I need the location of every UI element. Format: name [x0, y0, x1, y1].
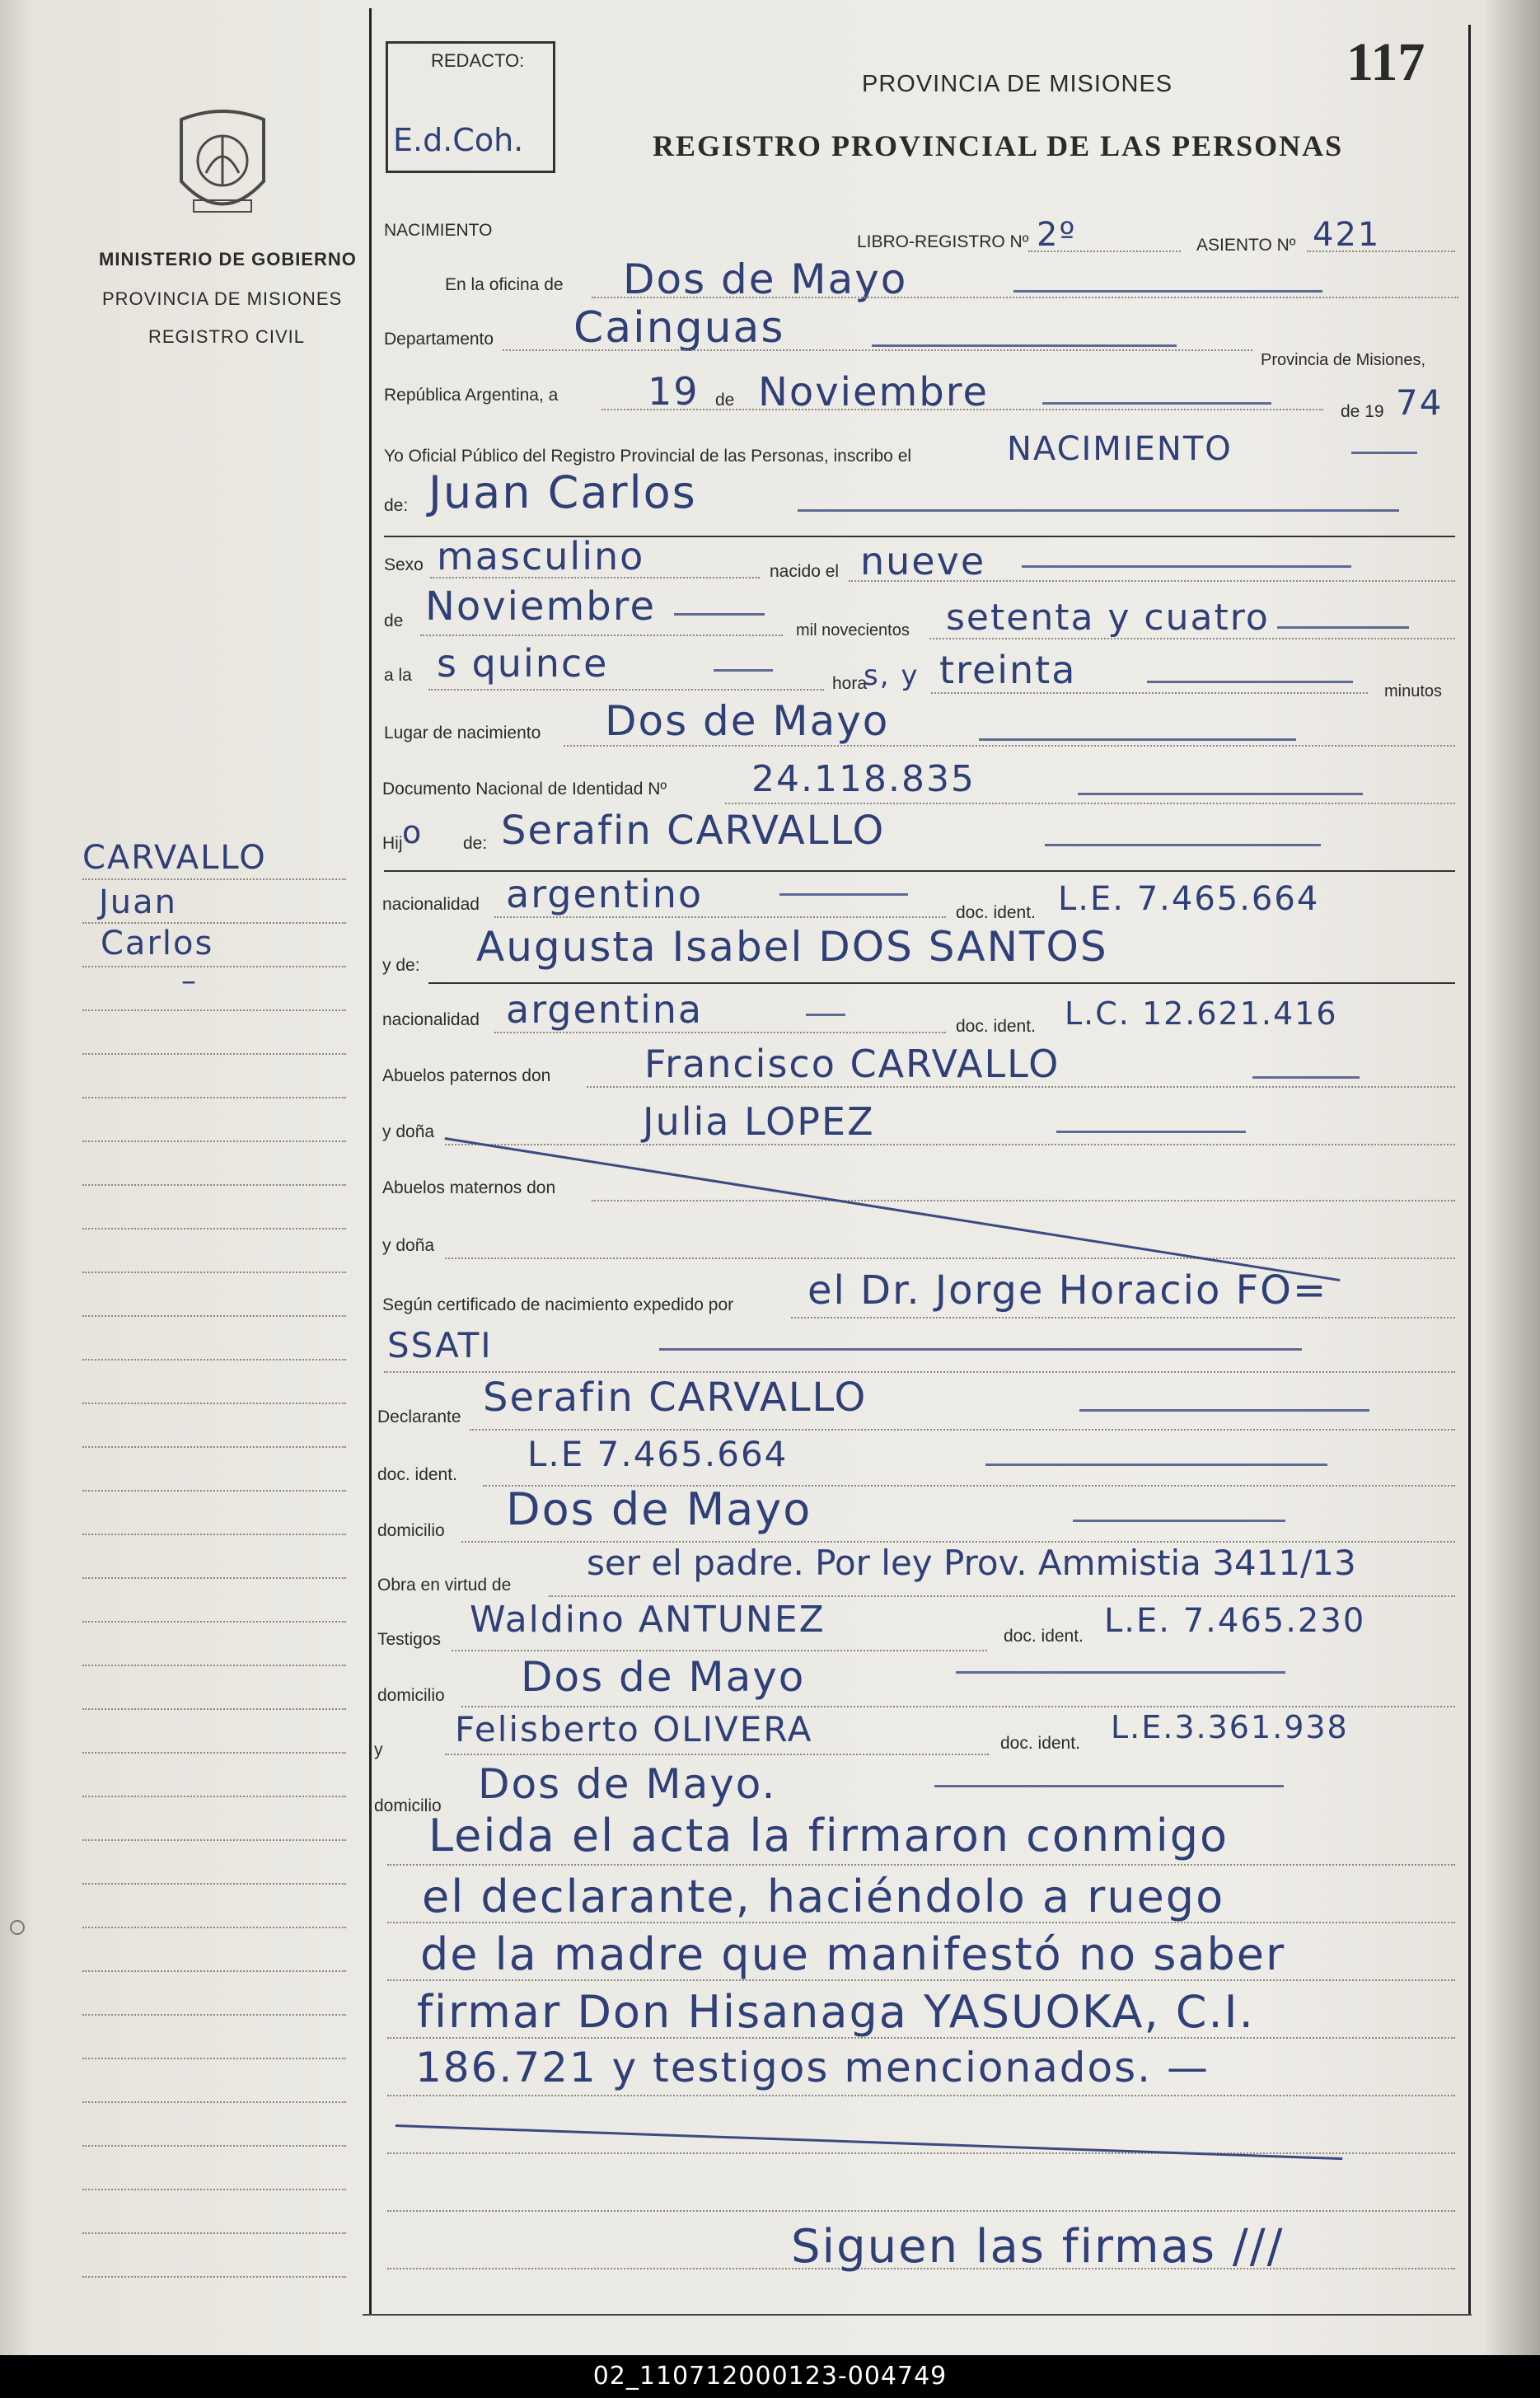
padre-nac-dash	[779, 893, 908, 896]
sidebar-dotted-line	[82, 2145, 346, 2147]
rule-after-madre	[428, 982, 1455, 984]
note-line-3: de la madre que manifestó no saber	[420, 1928, 1286, 1980]
madre-nac-dash	[806, 1014, 845, 1016]
sidebar-dotted-line	[82, 1184, 346, 1186]
de-label: de	[715, 391, 735, 410]
declarante-dom-dash	[1073, 1520, 1285, 1522]
abuela-pat-dash	[1056, 1131, 1246, 1133]
madre-nac-value: argentina	[506, 987, 704, 1032]
notes-dotted-line	[387, 2037, 1455, 2039]
testigo1-doc-value: L.E. 7.465.230	[1104, 1602, 1366, 1640]
testigo1-dom-label: domicilio	[377, 1686, 445, 1705]
closing-stroke	[396, 2124, 1342, 2160]
testigo2-y-label: y	[374, 1740, 383, 1759]
libro-label: LIBRO-REGISTRO Nº	[857, 232, 1029, 251]
civil-registry: REGISTRO CIVIL	[148, 326, 306, 347]
notes-dotted-line	[387, 2210, 1455, 2212]
certificado-value: el Dr. Jorge Horacio FO=	[807, 1267, 1328, 1314]
certificado-dash	[659, 1348, 1302, 1351]
madre-doc-label: doc. ident.	[956, 1017, 1036, 1036]
sidebar-dotted-line	[82, 1883, 346, 1885]
testigo1-value: Waldino ANTUNEZ	[470, 1599, 826, 1641]
hora-dots	[428, 689, 824, 691]
margin-note-name2: Carlos	[101, 925, 214, 962]
certificado-value2: SSATI	[387, 1325, 493, 1365]
anio2-dots	[929, 638, 1455, 639]
nacido-dots	[849, 580, 1455, 582]
sidebar-dotted-line	[82, 1796, 346, 1797]
provincia-suffix: Provincia de Misiones,	[1261, 351, 1426, 369]
testigo2-dom-value: Dos de Mayo.	[478, 1760, 777, 1808]
testigo1-dots	[452, 1650, 987, 1651]
oficial-label: Yo Oficial Público del Registro Provincial de las Personas, inscribo el	[384, 447, 912, 466]
abuelos-mat-label: Abuelos maternos don	[382, 1178, 556, 1197]
page-number: 117	[1346, 32, 1425, 92]
sexo-dots	[430, 577, 760, 578]
sidebar-dotted-line	[82, 1228, 346, 1229]
oficina-dots	[592, 297, 1458, 298]
redacto-label: REDACTO:	[431, 50, 525, 71]
lugar-label: Lugar de nacimiento	[384, 724, 541, 742]
mes2-dash	[674, 613, 765, 616]
image-caption: 02_110712000123-004749	[0, 2355, 1540, 2398]
sidebar-dotted-line	[82, 2276, 346, 2278]
sidebar-dotted-line	[82, 1708, 346, 1710]
departamento-label: Departamento	[384, 330, 494, 349]
sidebar-dotted-line	[82, 1970, 346, 1972]
province-name: PROVINCIA DE MISIONES	[102, 288, 343, 309]
notes-dotted-line	[387, 1922, 1455, 1923]
abuelo-pat-dots	[587, 1086, 1455, 1088]
republica-label: República Argentina, a	[384, 386, 559, 405]
abuela-pat-dots	[445, 1144, 1455, 1145]
sidebar-dotted-line	[82, 1534, 346, 1535]
oficina-dash	[1013, 290, 1322, 293]
note-line-2: el declarante, haciéndolo a ruego	[422, 1871, 1225, 1923]
abuela-pat-label: y doña	[382, 1122, 435, 1141]
abuela-pat-value: Julia LOPEZ	[643, 1099, 875, 1144]
redacto-initials: E.d.Coh.	[393, 122, 524, 158]
note-line-1: Leida el acta la firmaron conmigo	[428, 1810, 1229, 1862]
padre-nac-value: argentino	[506, 872, 704, 916]
margin-note-name1: Juan	[99, 883, 178, 921]
asiento-dots	[1307, 251, 1455, 252]
hora-value: s quince	[437, 641, 609, 686]
notes-dotted-line	[387, 1864, 1455, 1866]
testigo2-dots	[445, 1754, 989, 1755]
sidebar-dotted-line	[82, 1315, 346, 1317]
sexo-label: Sexo	[384, 555, 424, 574]
sidebar-dotted-line	[82, 1272, 346, 1273]
minutos-label: minutos	[1384, 682, 1443, 700]
right-margin-rule	[1468, 25, 1471, 2316]
registry-header: REGISTRO PROVINCIAL DE LAS PERSONAS	[653, 129, 1344, 162]
ala-label: a la	[384, 666, 412, 685]
declarante-dom-value: Dos de Mayo	[506, 1483, 812, 1535]
acto-dash	[1351, 452, 1417, 454]
departamento-dash	[872, 344, 1177, 347]
nombre-dash	[798, 509, 1399, 512]
sidebar-dotted-line	[82, 1359, 346, 1361]
sidebar-dotted-line	[82, 966, 346, 967]
asiento-value: 421	[1313, 216, 1381, 254]
madre-doc-value: L.C. 12.621.416	[1065, 995, 1338, 1032]
testigo1-dom-dash	[956, 1671, 1285, 1674]
dni-value: 24.118.835	[751, 758, 976, 800]
abuelo-pat-value: Francisco CARVALLO	[644, 1042, 1060, 1086]
lugar-value: Dos de Mayo	[605, 697, 890, 745]
padre-nac-dots	[494, 916, 946, 918]
oficina-value: Dos de Mayo	[623, 255, 908, 303]
note-line-5: 186.721 y testigos mencionados. —	[415, 2044, 1210, 2091]
sidebar-dotted-line	[82, 1140, 346, 1142]
acto-value: NACIMIENTO	[1007, 430, 1233, 468]
declarante-doc-label: doc. ident.	[377, 1465, 457, 1484]
padre-doc-label: doc. ident.	[956, 903, 1036, 922]
minutos-dots	[931, 692, 1368, 694]
dia-value: 19	[648, 369, 700, 414]
nombre-label: de:	[384, 496, 409, 515]
sidebar-dotted-line	[82, 1839, 346, 1841]
oficina-label: En la oficina de	[445, 275, 564, 294]
testigo2-doc-label: doc. ident.	[1000, 1734, 1080, 1753]
declarante-dash	[1079, 1409, 1369, 1412]
nacido-value: nueve	[860, 539, 986, 583]
nacimiento-label: NACIMIENTO	[384, 221, 493, 240]
sidebar-dotted-line	[82, 1577, 346, 1579]
ministry-name: MINISTERIO DE GOBIERNO	[99, 249, 357, 269]
sexo-value: masculino	[437, 534, 645, 578]
sidebar-dotted-line	[82, 1009, 346, 1011]
binding-hole	[10, 1920, 25, 1935]
obra-dots	[549, 1595, 1455, 1597]
certificado-label: Según certificado de nacimiento expedido por	[382, 1295, 734, 1314]
departamento-value: Cainguas	[573, 303, 785, 353]
declarante-dots	[470, 1429, 1455, 1431]
dni-dots	[725, 803, 1455, 804]
departamento-dots	[503, 349, 1252, 351]
de2-label: de	[384, 611, 404, 630]
redacto-box	[386, 41, 555, 173]
testigo2-dom-dash	[934, 1785, 1284, 1787]
abuelos-pat-label: Abuelos paternos don	[382, 1066, 551, 1085]
anio-value: 74	[1396, 382, 1444, 423]
sidebar-dotted-line	[82, 2058, 346, 2059]
libro-dots	[1028, 251, 1181, 252]
sidebar-dotted-line	[82, 1621, 346, 1623]
padre-nac-label: nacionalidad	[382, 895, 480, 914]
madre-nac-dots	[494, 1032, 946, 1033]
padre-value: Serafin CARVALLO	[501, 808, 886, 854]
sidebar-dotted-line	[82, 878, 346, 880]
declarante-value: Serafin CARVALLO	[483, 1375, 868, 1421]
hijo-label: Hij	[382, 834, 403, 853]
cancel-stroke	[445, 1137, 1341, 1281]
declarante-doc-value: L.E 7.465.664	[527, 1434, 789, 1474]
madre-nac-label: nacionalidad	[382, 1010, 480, 1029]
nombre-value: Juan Carlos	[428, 466, 697, 518]
certificado-dots2	[384, 1371, 1455, 1373]
fecha-dots	[601, 409, 1323, 410]
minutos-value: treinta	[939, 648, 1077, 692]
padre-doc-value: L.E. 7.465.664	[1058, 880, 1320, 918]
nacido-dash	[1022, 565, 1351, 568]
sidebar-dotted-line	[82, 1665, 346, 1666]
lugar-dash	[979, 738, 1296, 741]
madre-label: y de:	[382, 956, 420, 975]
declarante-label: Declarante	[377, 1407, 461, 1426]
margin-note-surname: CARVALLO	[82, 839, 267, 877]
padre-dash	[1045, 844, 1321, 846]
notes-dotted-line	[387, 1979, 1455, 1981]
testigo1-dom-dots	[461, 1706, 1455, 1707]
abuelo-mat-dots	[592, 1200, 1455, 1201]
mil-label: mil novecientos	[796, 621, 910, 639]
asiento-label: ASIENTO Nº	[1196, 236, 1296, 255]
anio2-value: setenta y cuatro	[946, 597, 1270, 639]
note-line-4: firmar Don Hisanaga YASUOKA, C.I.	[417, 1986, 1255, 2038]
notes-dotted-line	[387, 2095, 1455, 2096]
hijo-de-label: de:	[463, 834, 488, 853]
testigos-label: Testigos	[377, 1630, 442, 1649]
obra-label: Obra en virtud de	[377, 1576, 512, 1595]
sidebar-dotted-line	[82, 922, 346, 924]
dni-label: Documento Nacional de Identidad Nº	[382, 780, 667, 799]
anio-label: de 19	[1341, 402, 1384, 421]
dni-dash	[1078, 793, 1363, 795]
certificado-dots	[791, 1317, 1455, 1318]
testigo1-doc-label: doc. ident.	[1004, 1627, 1084, 1646]
testigo2-value: Felisberto OLIVERA	[455, 1709, 813, 1749]
anio2-dash	[1277, 626, 1409, 629]
sidebar-dotted-line	[82, 1927, 346, 1928]
bottom-rule	[363, 2314, 1472, 2316]
mes-value: Noviembre	[758, 369, 989, 415]
abuela-mat-label: y doña	[382, 1236, 435, 1255]
horas-label: hora	[832, 674, 868, 693]
libro-value: 2º	[1037, 216, 1077, 254]
testigo1-dom-value: Dos de Mayo	[521, 1653, 806, 1701]
minutos-dash	[1147, 681, 1353, 683]
sidebar-dotted-line	[82, 2101, 346, 2103]
nacido-label: nacido el	[770, 562, 840, 581]
abuelo-pat-dash	[1252, 1076, 1360, 1079]
testigo2-dom-label: domicilio	[374, 1796, 442, 1815]
sidebar-dotted-line	[82, 2014, 346, 2016]
fecha-dash	[1042, 402, 1271, 405]
testigo2-doc-value: L.E.3.361.938	[1111, 1709, 1349, 1745]
hijo-o: o	[402, 814, 424, 850]
obra-value: ser el padre. Por ley Prov. Ammistia 3411/13	[587, 1543, 1356, 1583]
sidebar-dotted-line	[82, 1403, 346, 1404]
declarante-doc-dash	[985, 1464, 1327, 1466]
sidebar-dotted-line	[82, 2189, 346, 2190]
declarante-dom-label: domicilio	[377, 1521, 445, 1540]
lugar-dots	[564, 745, 1455, 747]
margin-note-dash: –	[181, 964, 198, 998]
horas-y: s, y	[864, 659, 920, 692]
mes2-value: Noviembre	[425, 583, 656, 630]
notes-dotted-line	[387, 2152, 1455, 2154]
sidebar-dotted-line	[82, 1097, 346, 1098]
left-margin-rule	[369, 8, 372, 2316]
madre-value: Augusta Isabel DOS SANTOS	[476, 923, 1108, 971]
sidebar-dotted-line	[82, 2232, 346, 2234]
sidebar-dotted-line	[82, 1752, 346, 1754]
abuela-mat-dots	[445, 1258, 1455, 1259]
hora-dash	[714, 669, 773, 672]
mes2-dots	[420, 635, 783, 636]
coat-of-arms-seal	[165, 103, 280, 227]
sidebar-dotted-line	[82, 1053, 346, 1055]
closing-text: Siguen las firmas ///	[791, 2220, 1285, 2274]
sidebar-dotted-line	[82, 1446, 346, 1448]
province-header: PROVINCIA DE MISIONES	[862, 71, 1173, 97]
sidebar-dotted-line	[82, 1490, 346, 1492]
